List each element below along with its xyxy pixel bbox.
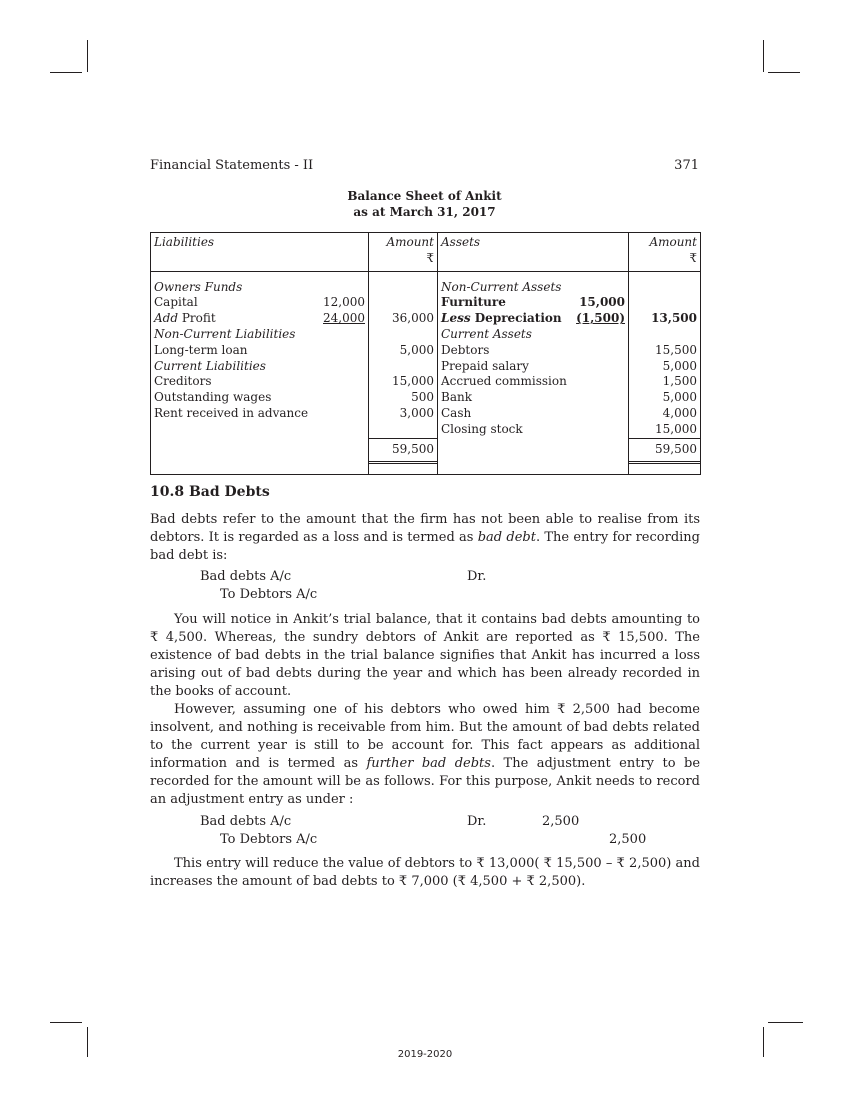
entry2-credit-amount: 2,500 (609, 832, 647, 847)
crop-mark (50, 1022, 82, 1023)
paragraph-conclusion: This entry will reduce the value of debtors to ₹ 13,000( ₹ 15,500 – ₹ 2,500) and increases the amount of bad debts to ₹ 7,000 (₹ 4,500 + ₹ 2,500). (150, 856, 700, 889)
col-assets: Assets (438, 233, 629, 272)
col-liabilities: Liabilities (151, 233, 369, 272)
crop-mark (763, 40, 764, 72)
assets-cell (438, 271, 629, 438)
table-header-row (151, 233, 701, 272)
entry2-credit: To Debtors A/c (220, 832, 318, 847)
footer-year: 2019-2020 (397, 1049, 453, 1060)
paragraph-definition: Bad debts refer to the amount that the firm has not been able to realise from its debtors. It is regarded as a loss and is termed as bad debt. The entry for recording bad debt is: (150, 512, 700, 563)
profit-line: Add Profit 24,000 (154, 311, 365, 326)
balance-sheet-title: Balance Sheet of Ankit (347, 189, 502, 203)
col-amount: Amount ₹ (629, 233, 701, 272)
ca-heading: Current Assets (441, 326, 532, 341)
owners-total: 36,000 (392, 311, 434, 326)
furniture-net: 13,500 (651, 311, 697, 326)
table-body-row (151, 271, 701, 438)
cash-label: Cash (441, 405, 472, 420)
section-heading: 10.8 Bad Debts (150, 484, 270, 500)
entry2-debit: Bad debts A/c (200, 814, 292, 829)
assets-total: 59,500 (629, 438, 701, 475)
prepaid-label: Prepaid salary (441, 358, 529, 373)
prepaid-amount: 5,000 (662, 358, 697, 373)
debtors-amount: 15,500 (655, 342, 697, 357)
capital-line: Capital 12,000 (154, 295, 365, 310)
balance-sheet-table (150, 232, 701, 475)
accrued-amount: 1,500 (662, 374, 697, 389)
accrued-label: Accrued commission (441, 374, 567, 389)
stock-amount: 15,000 (655, 421, 697, 436)
loan-label: Long-term loan (154, 342, 248, 357)
balance-sheet-subtitle: as at March 31, 2017 (353, 205, 496, 219)
bank-amount: 5,000 (662, 390, 697, 405)
cl-heading: Current Liabilities (154, 358, 266, 373)
entry2-dr: Dr. (467, 814, 487, 829)
furniture-line: Furniture 15,000 (441, 295, 625, 310)
paragraph-trial-balance: You will notice in Ankit’s trial balance, that it contains bad debts amounting to ₹ 4,500. Whereas, the sundry debtors of Ankit are reported as ₹ 15,500. The existence of bad debts in the trial balance signifies that Ankit has incurred a loss arising out of bad debts during the year and which has been already recorded in the books of account. (150, 612, 700, 699)
creditors-amount: 15,000 (392, 374, 434, 389)
bank-label: Bank (441, 390, 472, 405)
running-header: Financial Statements - II (150, 158, 314, 173)
paragraph-further-bad-debts: However, assuming one of his debtors who owed him ₹ 2,500 had become insolvent, and nothing is receivable from him. But the amount of bad debts related to the current year is still to be account for. This fact appears as additional information and is termed as further bad debts. The adjustment entry to be recorded for the amount will be as follows. For this purpose, Ankit needs to record an adjustment entry as under : (150, 702, 701, 807)
creditors-label: Creditors (154, 374, 212, 389)
stock-label: Closing stock (441, 421, 523, 436)
debtors-label: Debtors (441, 342, 490, 357)
loan-amount: 5,000 (399, 342, 434, 357)
rent-label: Rent received in advance (154, 405, 309, 420)
crop-mark (50, 72, 82, 73)
cash-amount: 4,000 (662, 405, 697, 420)
liabilities-cell (151, 271, 369, 438)
nca-heading: Non-Current Assets (441, 279, 562, 294)
rent-amount: 3,000 (399, 405, 434, 420)
totals-row (151, 438, 701, 475)
crop-mark (87, 40, 88, 72)
entry1-debit: Bad debts A/c (200, 569, 292, 584)
crop-mark (768, 1022, 803, 1023)
wages-label: Outstanding wages (154, 390, 272, 405)
col-amount: Amount ₹ (369, 233, 438, 272)
assets-amount-cell (629, 271, 701, 438)
ncl-heading: Non-Current Liabilities (154, 326, 296, 341)
entry1-dr: Dr. (467, 569, 487, 584)
liabilities-total: 59,500 (369, 438, 438, 475)
entry2-debit-amount: 2,500 (542, 814, 580, 829)
wages-amount: 500 (411, 390, 434, 405)
owners-funds-heading: Owners Funds (154, 279, 243, 294)
depreciation-line: Less Depreciation (1,500) (441, 311, 625, 326)
page-number: 371 (674, 158, 699, 173)
entry1-credit: To Debtors A/c (220, 587, 318, 602)
liabilities-amount-cell (369, 271, 438, 438)
crop-mark (768, 72, 800, 73)
